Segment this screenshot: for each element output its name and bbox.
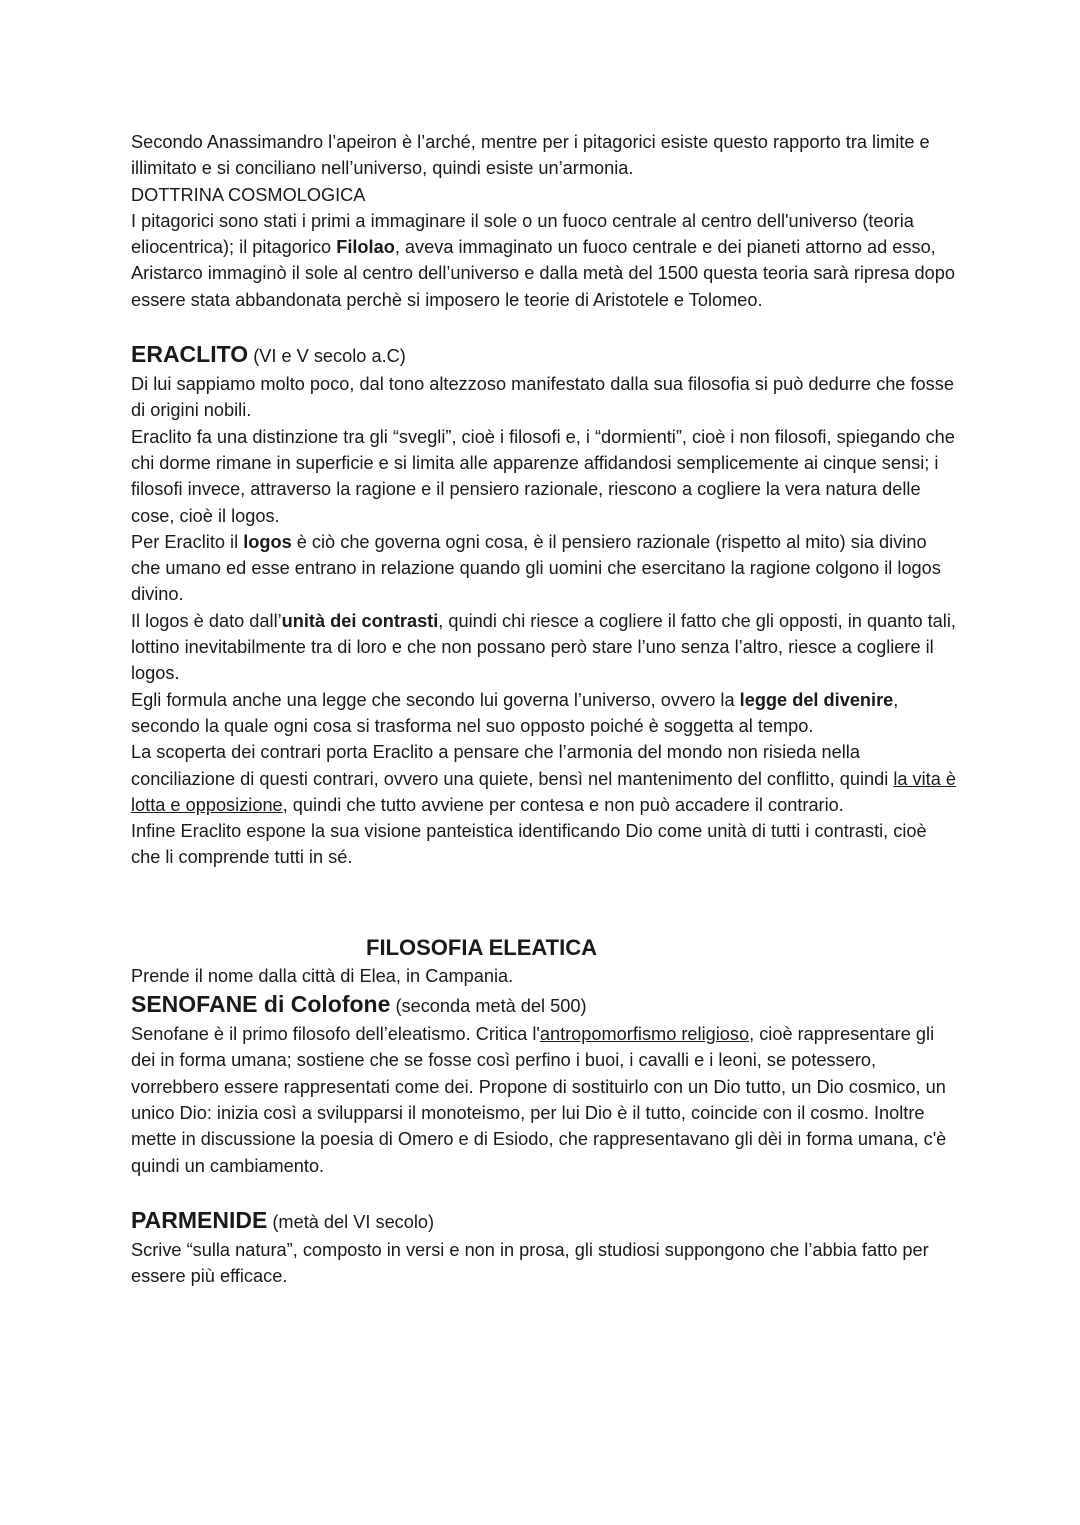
eraclito-paragraph-1: Di lui sappiamo molto poco, dal tono altezzoso manifestato dalla sua filosofia si può dedurre che fosse di origini nobili. (131, 374, 954, 421)
senofane-paragraph: Senofane è il primo filosofo dell’eleatismo. Critica l'antropomorfismo religioso, cioè rappresentare gli dei in forma umana; sostiene che se fosse così perfino i buoi, i cavalli e i leoni, se potessero, vorrebbero essere rappresentati come dei. Propone di sostituirlo con un Dio tutto, un Dio cosmico, un unico Dio: inizia così a svilupparsi il monoteismo, per lui Dio è il tutto, coincide con il cosmo. Inoltre mette in discussione la poesia di Omero e di Esiodo, che rappresentavano gli dèi in forma umana, c'è quindi un cambiamento. (131, 1024, 947, 1176)
senofane-heading: SENOFANE di Colofone (seconda metà del 500) (131, 991, 587, 1018)
eraclito-paragraph-6: La scoperta dei contrari porta Eraclito a pensare che l’armonia del mondo non risieda nella conciliazione di questi contrari, ovvero una quiete, bensì nel mantenimento del conflitto, quindi la vita è lotta e opposizione, quindi che tutto avviene per contesa e non può accadere il contrario. (131, 742, 956, 815)
cosmology-subheading: DOTTRINA COSMOLOGICA (131, 184, 366, 205)
eraclito-paragraph-7: Infine Eraclito espone la sua visione panteistica identificando Dio come unità di tutti i contrasti, cioè che li comprende tutti in sé. (131, 821, 927, 868)
eleatica-intro: Prende il nome dalla città di Elea, in Campania. (131, 965, 514, 986)
eraclito-paragraph-5: Egli formula anche una legge che secondo lui governa l’universo, ovvero la legge del divenire, secondo la quale ogni cosa si trasforma nel suo opposto poiché è soggetta al tempo. (131, 689, 899, 736)
eraclito-paragraph-3: Per Eraclito il logos è ciò che governa ogni cosa, è il pensiero razionale (rispetto al mito) sia divino che umano ed esse entrano in relazione quando gli uomini che esercitano la ragione colgono il logos divino. (131, 531, 941, 605)
eraclito-heading: ERACLITO (VI e V secolo a.C) (131, 341, 406, 368)
cosmology-paragraph: I pitagorici sono stati i primi a immaginare il sole o un fuoco centrale al centro dell'universo (teoria eliocentrica); il pitagorico Filolao, aveva immaginato un fuoco centrale e dei pianeti attorno ad esso, Aristarco immaginò il sole al centro dell’universo e dalla metà del 1500 questa teoria sarà ripresa dopo essere stata abbandonata perchè si imposero le teorie di Aristotele e Tolomeo. (131, 210, 955, 310)
intro-paragraph: Secondo Anassimandro l’apeiron è l’arché, mentre per i pitagorici esiste questo rapporto tra limite e illimitato e si conciliano nell’universo, quindi esiste un’armonia. (131, 132, 930, 179)
parmenide-paragraph: Scrive “sulla natura”, composto in versi e non in prosa, gli studiosi suppongono che l’abbia fatto per essere più efficace. (131, 1239, 929, 1287)
eraclito-paragraph-4: Il logos è dato dall’unità dei contrasti, quindi chi riesce a cogliere il fatto che gli opposti, in quanto tali, lottino inevitabilmente tra di loro e che non possano però stare l’uno senza l’altro, riesce a cogliere il logos. (131, 610, 956, 684)
eleatica-title: FILOSOFIA ELEATICA (366, 934, 597, 960)
eraclito-paragraph-2: Eraclito fa una distinzione tra gli “svegli”, cioè i filosofi e, i “dormienti”, cioè i non filosofi, spiegando che chi dorme rimane in superficie e si limita alle apparenze affidandosi semplicemente ai cinque sensi; i filosofi invece, attraverso la ragione e il pensiero razionale, riescono a cogliere la vera natura delle cose, cioè il logos. (131, 426, 955, 526)
document-page (131, 129, 956, 1289)
parmenide-heading: PARMENIDE (metà del VI secolo) (131, 1206, 435, 1233)
